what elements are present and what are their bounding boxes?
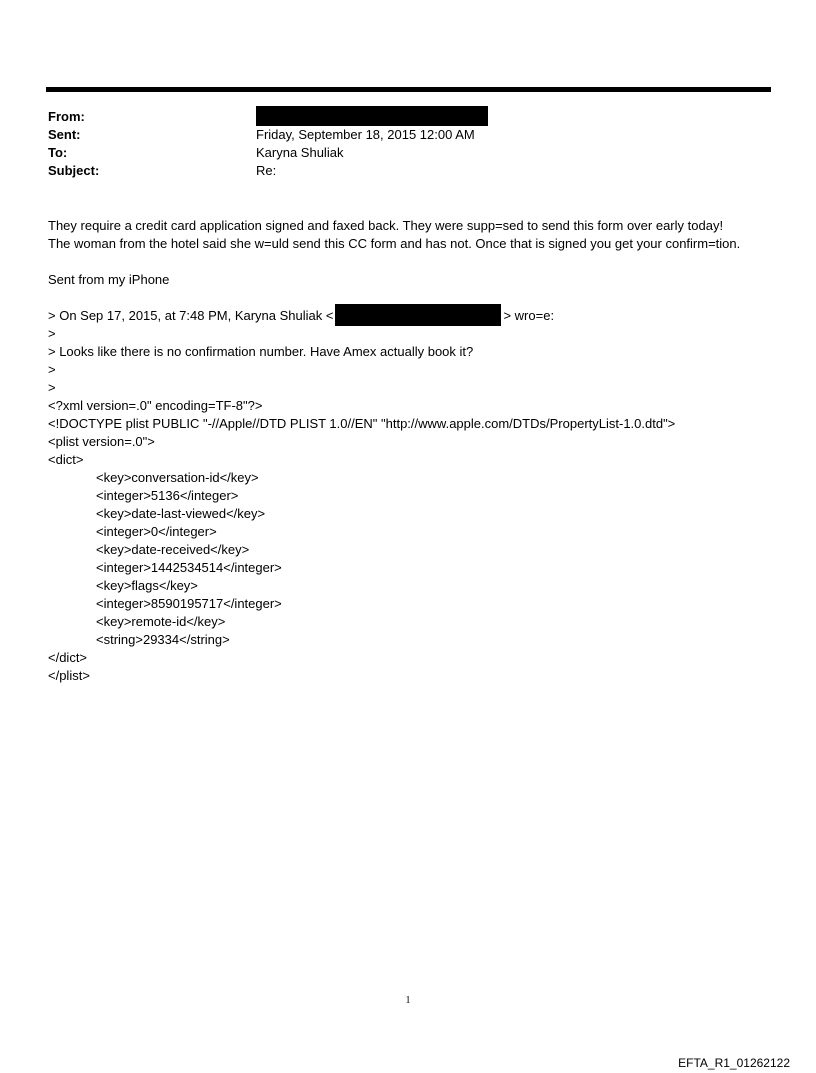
body-line: The woman from the hotel said she w=uld send this CC form and has not. Once that is signed you get your confirm=tion. bbox=[48, 236, 741, 251]
from-label: From: bbox=[48, 109, 85, 124]
to-value: Karyna Shuliak bbox=[256, 145, 344, 160]
plist-xml-decl: <?xml version=.0" encoding=TF-8"?> bbox=[48, 398, 263, 413]
subject-row bbox=[48, 162, 768, 180]
subject-value: Re: bbox=[256, 163, 277, 178]
page-number: 1 bbox=[405, 995, 411, 1006]
dict-open: <dict> bbox=[48, 452, 84, 467]
plist-entry: <key>remote-id</key> bbox=[96, 614, 226, 629]
quote-header-suffix: > wro=e: bbox=[503, 308, 555, 323]
sent-value: Friday, September 18, 2015 12:00 AM bbox=[256, 127, 475, 142]
quote-line: > bbox=[48, 326, 56, 341]
sent-row bbox=[48, 126, 768, 144]
plist-entry: <key>date-last-viewed</key> bbox=[96, 506, 266, 521]
spacer bbox=[48, 253, 778, 271]
email-header bbox=[48, 108, 768, 180]
quote-line: > Looks like there is no confirmation number. Have Amex actually book it? bbox=[48, 344, 474, 359]
email-body bbox=[48, 217, 778, 685]
plist-entry: <integer>5136</integer> bbox=[96, 488, 239, 503]
from-value bbox=[256, 108, 768, 126]
from-row bbox=[48, 108, 768, 126]
signature-line: Sent from my iPhone bbox=[48, 272, 170, 287]
plist-entry: <key>conversation-id</key> bbox=[96, 470, 259, 485]
plist-entry: <integer>8590195717</integer> bbox=[96, 596, 282, 611]
plist-open: <plist version=.0"> bbox=[48, 434, 155, 449]
sent-label: Sent: bbox=[48, 127, 81, 142]
redaction-block bbox=[335, 304, 501, 326]
header-rule bbox=[46, 87, 771, 92]
quote-header bbox=[48, 307, 778, 325]
body-line: They require a credit card application signed and faxed back. They were supp=sed to send this form over early today! bbox=[48, 218, 724, 233]
plist-entry: <integer>1442534514</integer> bbox=[96, 560, 282, 575]
redaction-block bbox=[256, 106, 488, 126]
plist-entry: <integer>0</integer> bbox=[96, 524, 217, 539]
to-row bbox=[48, 144, 768, 162]
subject-label: Subject: bbox=[48, 163, 100, 178]
plist-doctype: <!DOCTYPE plist PUBLIC "-//Apple//DTD PLIST 1.0//EN" "http://www.apple.com/DTDs/PropertyList-1.0.dtd"> bbox=[48, 416, 676, 431]
plist-entry: <key>flags</key> bbox=[96, 578, 198, 593]
document-id: EFTA_R1_01262122 bbox=[678, 1056, 790, 1070]
dict-close: </dict> bbox=[48, 650, 88, 665]
to-label: To: bbox=[48, 145, 68, 160]
quote-header-prefix: > On Sep 17, 2015, at 7:48 PM, Karyna Shuliak < bbox=[48, 308, 334, 323]
quote-line: > bbox=[48, 380, 56, 395]
plist-close: </plist> bbox=[48, 668, 90, 683]
quote-line: > bbox=[48, 362, 56, 377]
plist-entry: <string>29334</string> bbox=[96, 632, 230, 647]
plist-entry: <key>date-received</key> bbox=[96, 542, 250, 557]
